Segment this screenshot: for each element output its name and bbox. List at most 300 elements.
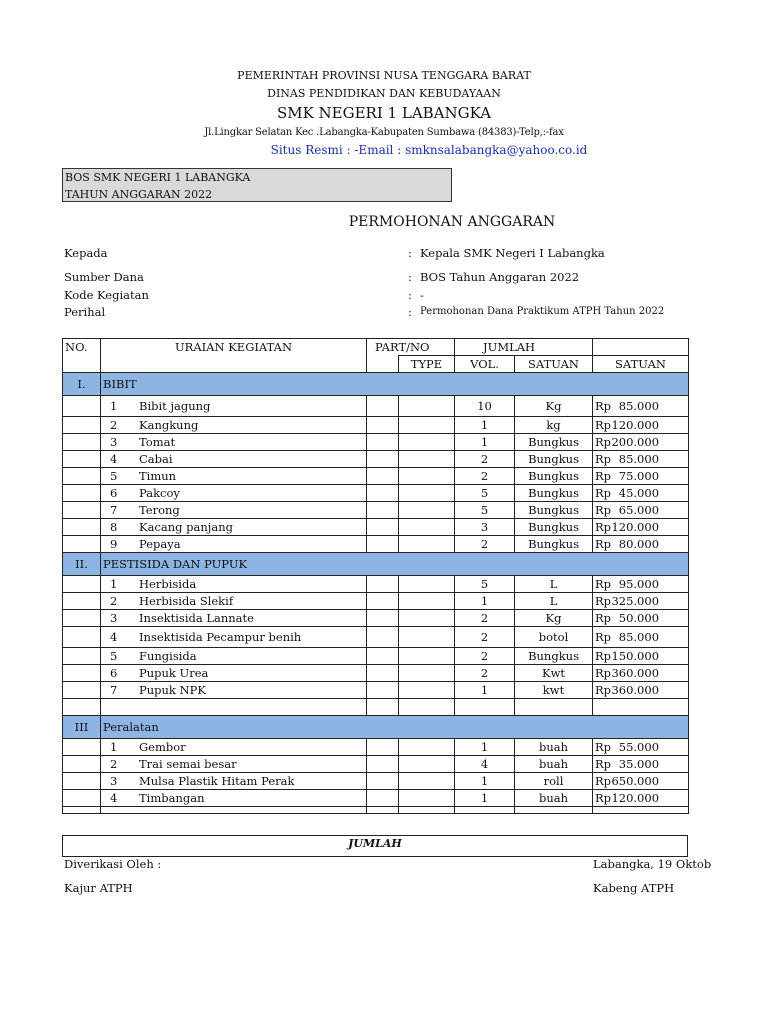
price-value: 80.000 — [618, 537, 660, 551]
blank-cell — [101, 699, 367, 716]
item-name: Pakcoy — [139, 486, 180, 500]
price-value: 325.000 — [611, 594, 660, 608]
type-cell — [399, 417, 455, 434]
col-empty — [593, 339, 689, 356]
col-vol: VOL. — [455, 356, 515, 373]
price-wrap — [595, 417, 686, 433]
currency: Rp — [595, 740, 612, 754]
satuan-cell: kwt — [515, 682, 593, 699]
col-uraian: URAIAN KEGIATAN — [101, 339, 367, 373]
blank-cell — [515, 699, 593, 716]
school-contact: Situs Resmi : -Email : smknsalabangka@yahoo.co.id — [270, 143, 588, 157]
row-no-cell — [63, 665, 101, 682]
section-row — [63, 716, 689, 739]
type-cell — [399, 536, 455, 553]
part-no-cell — [367, 773, 399, 790]
item-name-cell — [101, 434, 367, 451]
item-name: Insektisida Pecampur benih — [139, 630, 302, 644]
col-no: NO. — [63, 339, 101, 373]
satuan-cell: Bungkus — [515, 648, 593, 665]
vol-cell: 2 — [455, 536, 515, 553]
perihal-colon: : — [408, 305, 412, 319]
satuan-cell: Bungkus — [515, 519, 593, 536]
item-number: 6 — [110, 486, 118, 500]
type-cell — [399, 648, 455, 665]
item-name-cell — [101, 396, 367, 417]
price-wrap — [595, 576, 686, 592]
section-number: II. — [63, 553, 101, 576]
price-wrap — [595, 790, 686, 806]
row-no-cell — [63, 396, 101, 417]
item-name: Herbisida Slekif — [139, 594, 234, 608]
place-date: Labangka, 19 Oktob — [593, 857, 712, 871]
type-cell — [399, 756, 455, 773]
currency: Rp — [595, 649, 612, 663]
satuan-cell: Bungkus — [515, 468, 593, 485]
price-cell — [593, 434, 689, 451]
vol-cell: 5 — [455, 502, 515, 519]
item-number: 1 — [110, 399, 118, 413]
part-no-cell — [367, 485, 399, 502]
price-wrap — [595, 485, 686, 501]
vol-cell: 4 — [455, 756, 515, 773]
part-no-cell — [367, 434, 399, 451]
blank-cell — [367, 699, 399, 716]
price-wrap — [595, 398, 686, 414]
item-name: Bibit jagung — [139, 399, 211, 413]
section-number: III — [63, 716, 101, 739]
row-no-cell — [63, 756, 101, 773]
item-name-cell — [101, 417, 367, 434]
currency: Rp — [595, 757, 612, 771]
table-row — [63, 417, 689, 434]
table-row — [63, 756, 689, 773]
price-wrap — [595, 629, 686, 645]
satuan-cell: L — [515, 576, 593, 593]
row-no-cell — [63, 627, 101, 648]
sumber-colon: : — [408, 270, 412, 284]
price-cell — [593, 451, 689, 468]
price-value: 120.000 — [611, 791, 660, 805]
type-cell — [399, 790, 455, 807]
price-cell — [593, 773, 689, 790]
blank-cell — [455, 807, 515, 814]
price-wrap — [595, 682, 686, 698]
price-wrap — [595, 756, 686, 772]
currency: Rp — [595, 452, 612, 466]
item-name-cell — [101, 790, 367, 807]
item-number: 2 — [110, 757, 118, 771]
bos-line-1: BOS SMK NEGERI 1 LABANGKA — [65, 171, 251, 184]
item-number: 5 — [110, 649, 118, 663]
row-no-cell — [63, 468, 101, 485]
vol-cell: 3 — [455, 519, 515, 536]
row-no-cell — [63, 682, 101, 699]
vol-cell: 1 — [455, 790, 515, 807]
item-number: 4 — [110, 630, 118, 644]
row-no-cell — [63, 502, 101, 519]
currency: Rp — [595, 537, 612, 551]
table-row — [63, 665, 689, 682]
price-wrap — [595, 665, 686, 681]
price-cell — [593, 648, 689, 665]
item-number: 8 — [110, 520, 118, 534]
part-no-cell — [367, 502, 399, 519]
type-cell — [399, 665, 455, 682]
table-row — [63, 739, 689, 756]
bos-box — [62, 168, 452, 202]
kajur-label: Kajur ATPH — [64, 881, 133, 895]
type-cell — [399, 485, 455, 502]
kabeng-label: Kabeng ATPH — [593, 881, 675, 895]
sumber-label: Sumber Dana — [64, 270, 144, 284]
type-cell — [399, 627, 455, 648]
price-cell — [593, 610, 689, 627]
item-name: Trai semai besar — [139, 757, 237, 771]
price-value: 50.000 — [618, 611, 660, 625]
satuan-cell: L — [515, 593, 593, 610]
item-name: Gembor — [139, 740, 186, 754]
item-name: Herbisida — [139, 577, 197, 591]
item-name: Pupuk NPK — [139, 683, 206, 697]
col-type: TYPE — [399, 356, 455, 373]
bos-line-2: TAHUN ANGGARAN 2022 — [65, 188, 213, 201]
price-cell — [593, 576, 689, 593]
price-value: 55.000 — [618, 740, 660, 754]
currency: Rp — [595, 435, 612, 449]
item-number: 6 — [110, 666, 118, 680]
price-value: 35.000 — [618, 757, 660, 771]
item-name: Insektisida Lannate — [139, 611, 254, 625]
part-no-cell — [367, 665, 399, 682]
item-name: Kacang panjang — [139, 520, 233, 534]
item-name: Mulsa Plastik Hitam Perak — [139, 774, 295, 788]
row-no-cell — [63, 417, 101, 434]
price-cell — [593, 627, 689, 648]
vol-cell: 2 — [455, 610, 515, 627]
satuan-cell: Bungkus — [515, 502, 593, 519]
item-name: Pupuk Urea — [139, 666, 209, 680]
price-value: 45.000 — [618, 486, 660, 500]
item-name-cell — [101, 519, 367, 536]
table-row — [63, 773, 689, 790]
row-no-cell — [63, 519, 101, 536]
currency: Rp — [595, 683, 612, 697]
item-name-cell — [101, 610, 367, 627]
part-no-cell — [367, 576, 399, 593]
satuan-cell: buah — [515, 739, 593, 756]
col-jumlah: JUMLAH — [455, 339, 593, 356]
price-cell — [593, 756, 689, 773]
table-row — [63, 648, 689, 665]
price-value: 65.000 — [618, 503, 660, 517]
currency: Rp — [595, 486, 612, 500]
item-name-cell — [101, 468, 367, 485]
type-cell — [399, 682, 455, 699]
table-row — [63, 519, 689, 536]
item-name-cell — [101, 627, 367, 648]
price-wrap — [595, 536, 686, 552]
price-value: 650.000 — [611, 774, 660, 788]
currency: Rp — [595, 577, 612, 591]
type-cell — [399, 773, 455, 790]
document-title: PERMOHONAN ANGGARAN — [348, 214, 556, 230]
currency: Rp — [595, 469, 612, 483]
item-name-cell — [101, 682, 367, 699]
col-part-no: PART/NO — [367, 339, 455, 356]
item-number: 4 — [110, 791, 118, 805]
table-row — [63, 593, 689, 610]
row-no-cell — [63, 739, 101, 756]
type-cell — [399, 396, 455, 417]
price-cell — [593, 468, 689, 485]
item-name-cell — [101, 502, 367, 519]
perihal-value: Permohonan Dana Praktikum ATPH Tahun 2022 — [420, 306, 665, 317]
part-no-cell — [367, 451, 399, 468]
item-name-cell — [101, 665, 367, 682]
sumber-value: BOS Tahun Anggaran 2022 — [420, 270, 580, 284]
part-no-cell — [367, 396, 399, 417]
item-name: Terong — [139, 503, 180, 517]
section-name: BIBIT — [101, 373, 689, 396]
price-cell — [593, 739, 689, 756]
price-value: 360.000 — [611, 666, 660, 680]
currency: Rp — [595, 520, 612, 534]
price-cell — [593, 417, 689, 434]
table-row — [63, 434, 689, 451]
satuan-cell: roll — [515, 773, 593, 790]
price-cell — [593, 665, 689, 682]
col-satuan: SATUAN — [515, 356, 593, 373]
currency: Rp — [595, 630, 612, 644]
table-row — [63, 468, 689, 485]
table-row — [63, 451, 689, 468]
part-no-cell — [367, 468, 399, 485]
table-row — [63, 502, 689, 519]
section-name: PESTISIDA DAN PUPUK — [101, 553, 689, 576]
item-name: Timbangan — [139, 791, 205, 805]
school-name: SMK NEGERI 1 LABANGKA — [276, 104, 492, 122]
jumlah-row — [62, 835, 688, 857]
row-no-cell — [63, 536, 101, 553]
item-name-cell — [101, 756, 367, 773]
satuan-cell: Bungkus — [515, 485, 593, 502]
blank-cell — [101, 807, 367, 814]
satuan-cell: Bungkus — [515, 536, 593, 553]
part-no-cell — [367, 648, 399, 665]
vol-cell: 2 — [455, 451, 515, 468]
gov-header: PEMERINTAH PROVINSI NUSA TENGGARA BARAT — [237, 69, 531, 82]
blank-cell — [593, 699, 689, 716]
vol-cell: 1 — [455, 682, 515, 699]
dept-header: DINAS PENDIDIKAN DAN KEBUDAYAAN — [267, 87, 501, 100]
satuan-cell: Kg — [515, 396, 593, 417]
part-no-cell — [367, 417, 399, 434]
blank-cell — [515, 807, 593, 814]
vol-cell: 2 — [455, 468, 515, 485]
item-number: 4 — [110, 452, 118, 466]
part-no-cell — [367, 739, 399, 756]
item-name: Tomat — [139, 435, 176, 449]
row-no-cell — [63, 593, 101, 610]
school-address: Jl.Lingkar Selatan Kec .Labangka-Kabupaten Sumbawa (84383)-Telp,:-fax — [204, 127, 564, 138]
satuan-cell: buah — [515, 790, 593, 807]
row-no-cell — [63, 610, 101, 627]
currency: Rp — [595, 611, 612, 625]
price-value: 150.000 — [611, 649, 660, 663]
vol-cell: 2 — [455, 665, 515, 682]
price-cell — [593, 536, 689, 553]
vol-cell: 5 — [455, 576, 515, 593]
blank-cell — [399, 699, 455, 716]
table-row — [63, 536, 689, 553]
price-cell — [593, 593, 689, 610]
price-cell — [593, 519, 689, 536]
item-name-cell — [101, 773, 367, 790]
perihal-label: Perihal — [64, 305, 106, 319]
satuan-cell: botol — [515, 627, 593, 648]
vol-cell: 1 — [455, 434, 515, 451]
item-name-cell — [101, 485, 367, 502]
section-row — [63, 373, 689, 396]
section-number: I. — [63, 373, 101, 396]
item-number: 2 — [110, 418, 118, 432]
item-name-cell — [101, 648, 367, 665]
table-row — [63, 576, 689, 593]
price-value: 200.000 — [611, 435, 660, 449]
price-cell — [593, 682, 689, 699]
price-wrap — [595, 593, 686, 609]
spacer-row — [63, 699, 689, 716]
currency: Rp — [595, 418, 612, 432]
item-name: Kangkung — [139, 418, 199, 432]
vol-cell: 1 — [455, 773, 515, 790]
part-no-cell — [367, 627, 399, 648]
price-cell — [593, 485, 689, 502]
row-no-cell — [63, 451, 101, 468]
item-number: 9 — [110, 537, 118, 551]
blank-cell — [593, 807, 689, 814]
type-cell — [399, 576, 455, 593]
price-wrap — [595, 773, 686, 789]
jumlah-label: JUMLAH — [348, 837, 402, 850]
blank-cell — [399, 807, 455, 814]
item-number: 1 — [110, 577, 118, 591]
price-wrap — [595, 502, 686, 518]
item-name: Pepaya — [139, 537, 181, 551]
price-wrap — [595, 610, 686, 626]
type-cell — [399, 451, 455, 468]
verified-label: Diverikasi Oleh : — [64, 857, 162, 871]
table-row — [63, 790, 689, 807]
price-value: 95.000 — [618, 577, 660, 591]
price-value: 360.000 — [611, 683, 660, 697]
type-cell — [399, 739, 455, 756]
table-header-row-1 — [63, 339, 689, 356]
item-name-cell — [101, 739, 367, 756]
vol-cell: 5 — [455, 485, 515, 502]
kepada-colon: : — [408, 246, 412, 260]
type-cell — [399, 502, 455, 519]
row-no-cell — [63, 773, 101, 790]
price-value: 85.000 — [618, 630, 660, 644]
item-number: 1 — [110, 740, 118, 754]
item-number: 7 — [110, 503, 118, 517]
price-cell — [593, 790, 689, 807]
kode-value: - — [420, 288, 424, 302]
type-cell — [399, 434, 455, 451]
currency: Rp — [595, 399, 612, 413]
table-row — [63, 627, 689, 648]
price-value: 75.000 — [618, 469, 660, 483]
item-number: 5 — [110, 469, 118, 483]
item-number: 3 — [110, 611, 118, 625]
kepada-value: Kepala SMK Negeri I Labangka — [420, 246, 605, 260]
satuan-cell: Kwt — [515, 665, 593, 682]
kepada-label: Kepada — [64, 246, 108, 260]
price-wrap — [595, 519, 686, 535]
col-blank — [367, 356, 399, 373]
budget-table — [62, 338, 689, 814]
section-row — [63, 553, 689, 576]
spacer-row — [63, 807, 689, 814]
price-wrap — [595, 451, 686, 467]
vol-cell: 2 — [455, 627, 515, 648]
kode-colon: : — [408, 288, 412, 302]
price-cell — [593, 502, 689, 519]
currency: Rp — [595, 503, 612, 517]
part-no-cell — [367, 610, 399, 627]
part-no-cell — [367, 756, 399, 773]
vol-cell: 2 — [455, 648, 515, 665]
type-cell — [399, 468, 455, 485]
table-row — [63, 396, 689, 417]
type-cell — [399, 593, 455, 610]
vol-cell: 10 — [455, 396, 515, 417]
price-wrap — [595, 468, 686, 484]
price-value: 85.000 — [618, 452, 660, 466]
satuan-cell: Bungkus — [515, 451, 593, 468]
price-wrap — [595, 739, 686, 755]
price-wrap — [595, 648, 686, 664]
item-name-cell — [101, 451, 367, 468]
vol-cell: 1 — [455, 417, 515, 434]
currency: Rp — [595, 774, 612, 788]
part-no-cell — [367, 790, 399, 807]
part-no-cell — [367, 682, 399, 699]
item-number: 2 — [110, 594, 118, 608]
price-cell — [593, 396, 689, 417]
blank-cell — [455, 699, 515, 716]
satuan-cell: Bungkus — [515, 434, 593, 451]
satuan-cell: buah — [515, 756, 593, 773]
item-name: Timun — [139, 469, 177, 483]
item-name: Fungisida — [139, 649, 197, 663]
price-value: 120.000 — [611, 418, 660, 432]
item-number: 3 — [110, 435, 118, 449]
type-cell — [399, 610, 455, 627]
table-row — [63, 610, 689, 627]
price-value: 85.000 — [618, 399, 660, 413]
part-no-cell — [367, 536, 399, 553]
section-name: Peralatan — [101, 716, 689, 739]
part-no-cell — [367, 519, 399, 536]
blank-cell — [63, 807, 101, 814]
vol-cell: 1 — [455, 739, 515, 756]
item-number: 7 — [110, 683, 118, 697]
item-name-cell — [101, 576, 367, 593]
price-value: 120.000 — [611, 520, 660, 534]
